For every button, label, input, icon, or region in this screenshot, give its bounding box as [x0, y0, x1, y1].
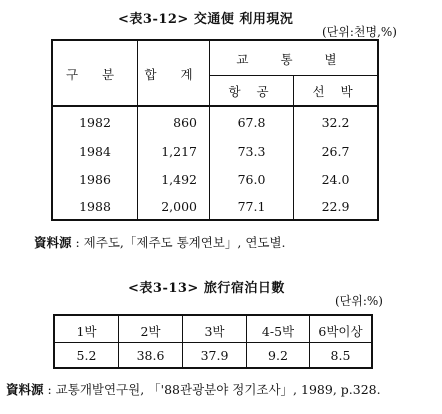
table2-unit: (단위:%) [335, 294, 383, 308]
stay-value: 8.5 [330, 348, 351, 363]
stay-header: 3박 [204, 324, 225, 339]
row-ship: 26.7 [321, 144, 350, 159]
table1-source [34, 233, 286, 251]
row-total: 1,217 [161, 144, 197, 159]
row-year: 1988 [79, 199, 111, 214]
row-year: 1984 [79, 144, 111, 159]
stay-value: 38.6 [136, 348, 165, 363]
row-year: 1982 [79, 115, 111, 130]
table1 [51, 39, 379, 221]
row-year: 1986 [79, 172, 111, 187]
row-ship: 24.0 [321, 172, 350, 187]
source-label: 資料源 [34, 235, 72, 250]
header-total: 합 계 [144, 67, 203, 82]
row-total: 860 [173, 115, 197, 130]
header-traffic: 교 통 별 [236, 52, 351, 67]
source-label: 資料源 [6, 382, 44, 397]
stay-header: 6박이상 [318, 324, 363, 339]
table1-title: <表3-12> 交通便 利用現況 [118, 12, 294, 27]
stay-value: 37.9 [200, 348, 229, 363]
row-total: 2,000 [161, 199, 197, 214]
row-air: 73.3 [237, 144, 266, 159]
row-ship: 22.9 [321, 199, 350, 214]
header-air: 항 공 [228, 84, 275, 99]
row-total: 1,492 [161, 172, 197, 187]
header-category: 구 분 [65, 67, 125, 82]
table2-title: <表3-13> 旅行宿泊日數 [128, 281, 285, 296]
table2-source [6, 380, 381, 398]
table2 [53, 314, 373, 369]
header-ship: 선 박 [312, 84, 359, 99]
row-air: 77.1 [237, 199, 266, 214]
stay-header: 4-5박 [261, 324, 295, 339]
stay-header: 1박 [76, 324, 97, 339]
table1-unit: (단위:천명,%) [322, 25, 397, 39]
row-ship: 32.2 [321, 115, 350, 130]
source-text: : 제주도,「제주도 통계연보」, 연도별. [71, 235, 286, 250]
stay-value: 5.2 [76, 348, 97, 363]
stay-header: 2박 [140, 324, 161, 339]
row-air: 76.0 [237, 172, 266, 187]
source-text: : 교통개발연구원, 「'88관광분야 정기조사」, 1989, p.328. [43, 382, 381, 397]
row-air: 67.8 [237, 115, 266, 130]
stay-value: 9.2 [268, 348, 288, 363]
